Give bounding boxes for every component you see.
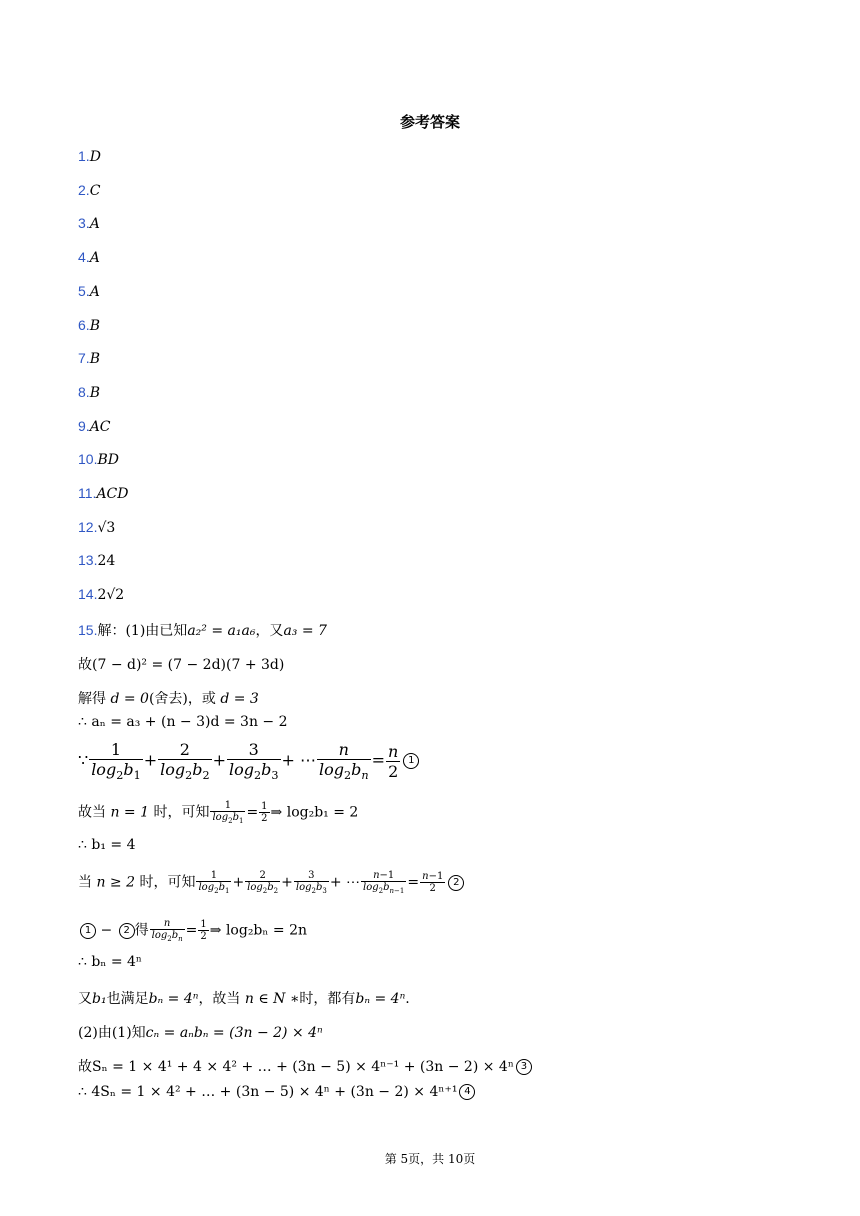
answer-item: [78, 148, 101, 165]
answer-value: B: [89, 351, 100, 368]
answer-value: √3: [97, 519, 116, 536]
answer-number: 14.: [78, 586, 98, 603]
circled-1: 1: [403, 753, 419, 769]
answer-value: A: [89, 283, 100, 300]
answer-number: 7.: [78, 350, 90, 367]
answer-number: 2.: [78, 181, 90, 198]
answer-number: 5.: [78, 282, 90, 299]
answer-value: ACD: [96, 486, 129, 502]
answer-number: 11.: [78, 485, 97, 501]
q15-number: 15.: [78, 622, 98, 638]
circled-4: 4: [459, 1084, 475, 1100]
answer-number: 12.: [78, 518, 98, 535]
q15-line-11: 又b₁也满足bₙ = 4ⁿ，故当 n ∈ N ∗时，都有bₙ = 4ⁿ.: [78, 991, 410, 1007]
answer-item: [78, 215, 100, 232]
answer-value: BD: [97, 452, 119, 469]
q15-line-13: 故Sₙ = 1 × 4¹ + 4 × 4² + … + (3n − 5) × 4ⁿ⁻¹ + (3n − 2) × 4ⁿ 3: [78, 1056, 532, 1076]
answer-value: AC: [89, 418, 111, 435]
answer-number: 9.: [78, 417, 90, 434]
q15-line-8: 当 n ≥ 2 时，可知 $\frac{1}{\log_2b_1}$ + $\frac{2}{\log_2b_2}$ + $\frac{3}{\log_2b_3}$ + ⋯ $\frac{n-1}{\log_2b_{n-1}}$ = $\frac{n-1}{2}$ 2: [78, 870, 464, 895]
answer-item: [78, 384, 100, 401]
q15-line-9: 1 − 2 得 $\frac{n}{\log_2b_n}$ = $\frac{1}{2}$ ⇒ log₂bₙ = 2n: [78, 918, 307, 943]
answer-value: B: [89, 317, 100, 334]
circled-2: 2: [448, 875, 464, 891]
answer-number: 4.: [78, 249, 90, 266]
answer-value: A: [89, 216, 100, 233]
answer-item: [78, 485, 128, 502]
q15-line-4: ∴ aₙ = a₃ + (n − 3)d = 3n − 2: [78, 714, 288, 730]
answer-item: [78, 519, 115, 536]
page-title: 参考答案: [399, 113, 460, 131]
answer-item: [78, 418, 111, 435]
q15-line-7: ∴ b₁ = 4: [78, 837, 136, 853]
q15-line-12: (2)由(1)知cₙ = aₙbₙ = (3n − 2) × 4ⁿ: [78, 1025, 323, 1041]
answer-item: [78, 283, 100, 300]
answer-item: [78, 451, 119, 468]
q15-line-14: ∴ 4Sₙ = 1 × 4² + … + (3n − 5) × 4ⁿ + (3n − 2) × 4ⁿ⁺¹ 4: [78, 1084, 475, 1100]
answer-item: [78, 182, 100, 199]
answer-item: [78, 249, 100, 266]
q15-line-2: 故(7 − d)² = (7 − 2d)(7 + 3d): [78, 657, 285, 673]
answer-item: [78, 350, 100, 367]
answer-value: D: [89, 149, 101, 165]
q15-line-1: 15.解：(1)由已知a₂² = a₁a₆，又a₃ = 7: [78, 622, 327, 639]
circled-3: 3: [516, 1059, 532, 1075]
answer-number: 1.: [78, 148, 90, 164]
answer-number: 13.: [78, 552, 98, 569]
answer-value: A: [89, 250, 100, 267]
answer-item: [78, 552, 115, 569]
q15-line-6: 故当 n = 1 时，可知 $\frac{1}{\log_2b_1}$ = $\frac{1}{2}$ ⇒ log₂b₁ = 2: [78, 800, 359, 825]
answer-item: [78, 317, 100, 334]
answer-number: 6.: [78, 316, 90, 333]
answer-value: 2√2: [97, 587, 125, 604]
q15-line-3: 解得 d = 0(舍去)，或 d = 3: [78, 691, 259, 707]
answer-value: C: [89, 182, 101, 199]
answer-value: 24: [97, 553, 116, 570]
answer-item: [78, 586, 124, 603]
page-footer: 第 5页，共 10页: [384, 1152, 476, 1166]
q15-line-10: ∴ bₙ = 4ⁿ: [78, 954, 142, 970]
answer-number: 10.: [78, 451, 98, 468]
q15-line-5-sum-formula: ∵ $\frac{1}{\log_2b_1}$ + $\frac{2}{\log_2b_2}$ + $\frac{3}{\log_2b_3}$ + ⋯ $\frac{n}{\log_2b_n}$ = $\frac{n}{2}$ 1: [78, 740, 419, 782]
answer-number: 3.: [78, 215, 90, 232]
answer-value: B: [89, 384, 100, 401]
answer-number: 8.: [78, 383, 90, 400]
